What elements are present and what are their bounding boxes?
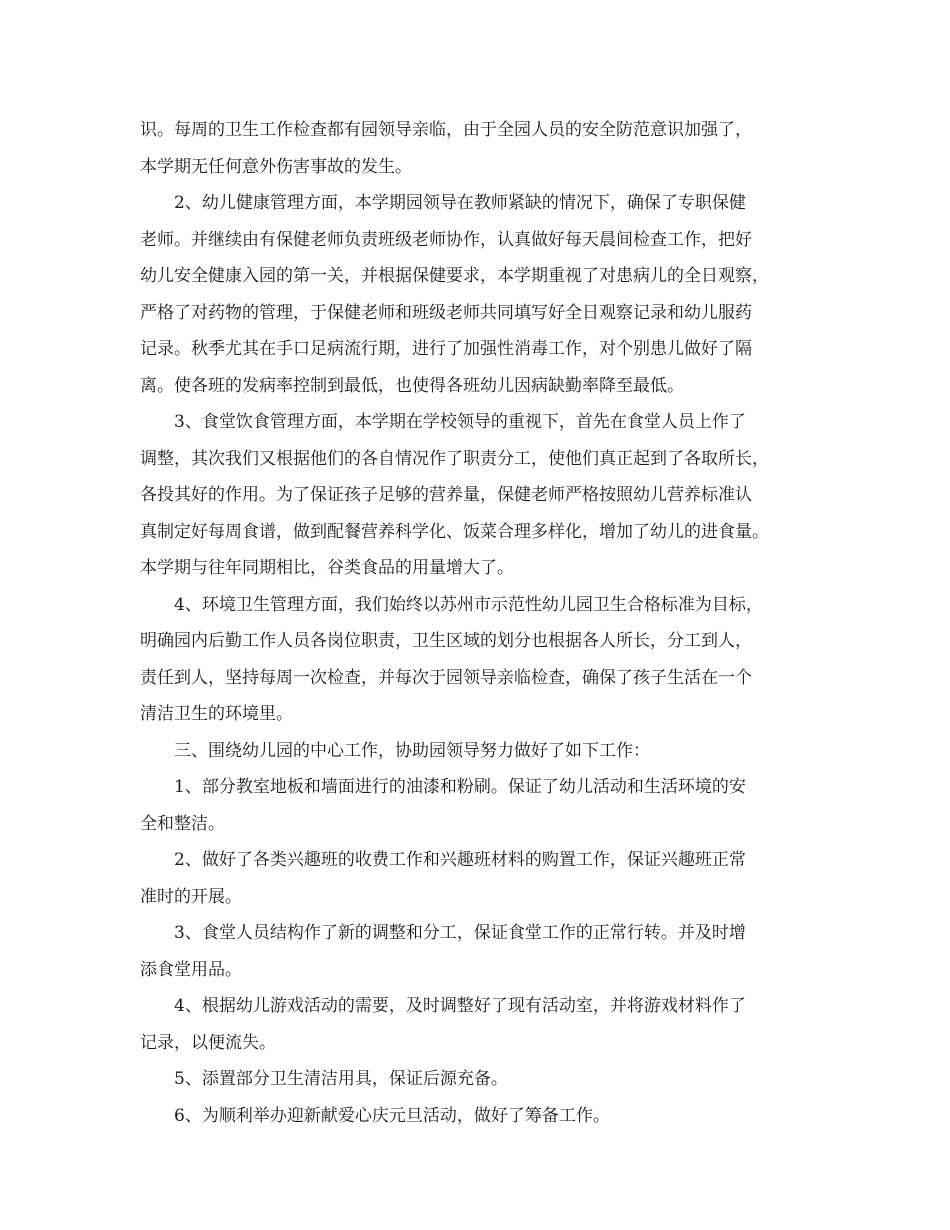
text-line: 准时的开展。 xyxy=(140,886,242,907)
document-body xyxy=(140,112,830,1134)
text-line: 全和整洁。 xyxy=(140,813,225,834)
text-line: 明确园内后勤工作人员各岗位职责，卫生区域的划分也根据各人所长，分工到人， xyxy=(140,631,752,651)
text-line: 责任到人，坚持每周一次检查，并每次于园领导亲临检查，确保了孩子生活在一个 xyxy=(140,667,752,688)
text-line: 严格了对药物的管理，于保健老师和班级老师共同填写好全日观察记录和幼儿服药 xyxy=(140,302,752,323)
paragraph-start-line: 5、添置部分卫生清洁用具，保证后源充备。 xyxy=(174,1069,508,1089)
text-line: 各投其好的作用。为了保证孩子足够的营养量，保健老师严格按照幼儿营养标准认 xyxy=(140,485,752,505)
paragraph-start-line: 2、幼儿健康管理方面，本学期园领导在教师紧缺的情况下，确保了专职保健 xyxy=(174,193,746,213)
text-line: 本学期无任何意外伤害事故的发生。 xyxy=(140,156,412,177)
paragraph-start-line: 3、食堂人员结构作了新的调整和分工，保证食堂工作的正常行转。并及时增 xyxy=(174,923,746,943)
text-line: 真制定好每周食谱，做到配餐营养科学化、饭菜合理多样化，增加了幼儿的进食量。 xyxy=(140,521,769,542)
text-line: 记录。秋季尤其在手口足病流行期，进行了加强性消毒工作，对个别患儿做好了隔 xyxy=(140,339,752,359)
text-line: 调整，其次我们又根据他们的各自情况作了职责分工，使他们真正起到了各取所长， xyxy=(140,448,769,469)
text-line: 添食堂用品。 xyxy=(140,959,242,980)
text-line: 本学期与往年同期相比，谷类食品的用量增大了。 xyxy=(140,558,514,578)
text-line: 记录，以便流失。 xyxy=(140,1032,276,1053)
text-line: 离。使各班的发病率控制到最低，也使得各班幼儿因病缺勤率降至最低。 xyxy=(140,375,684,396)
paragraph-start-line: 6、为顺利举办迎新献爱心庆元旦活动，做好了筹备工作。 xyxy=(174,1105,610,1126)
text-line: 幼儿安全健康入园的第一关，并根据保健要求，本学期重视了对患病儿的全日观察， xyxy=(140,266,769,286)
paragraph-start-line: 2、做好了各类兴趣班的收费工作和兴趣班材料的购置工作，保证兴趣班正常 xyxy=(174,850,746,870)
text-line: 识。每周的卫生工作检查都有园领导亲临，由于全园人员的安全防范意识加强了， xyxy=(140,120,752,140)
text-line: 老师。并继续由有保健老师负责班级老师协作，认真做好每天晨间检查工作，把好 xyxy=(140,229,752,250)
paragraph-start-line: 1、部分教室地板和墙面进行的油漆和粉刷。保证了幼儿活动和生活环境的安 xyxy=(174,777,746,797)
text-line: 清洁卫生的环境里。 xyxy=(140,704,293,724)
paragraph-start-line: 4、根据幼儿游戏活动的需要，及时调整好了现有活动室，并将游戏材料作了 xyxy=(174,996,746,1016)
section-heading: 三、围绕幼儿园的中心工作，协助园领导努力做好了如下工作： xyxy=(174,740,650,761)
paragraph-start-line: 4、环境卫生管理方面，我们始终以苏州市示范性幼儿园卫生合格标准为目标， xyxy=(174,594,763,615)
paragraph-start-line: 3、食堂饮食管理方面，本学期在学校领导的重视下，首先在食堂人员上作了 xyxy=(174,412,746,432)
